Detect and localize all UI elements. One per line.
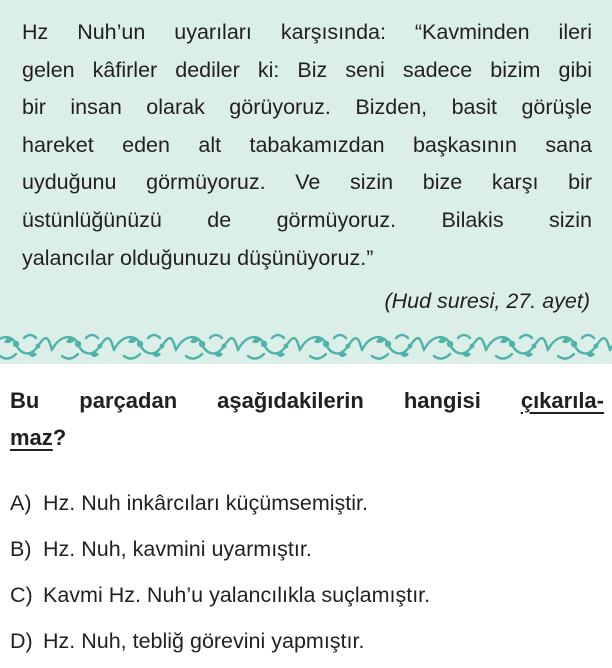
option-letter: C) bbox=[10, 583, 33, 607]
option-text: Hz. Nuh inkârcıları küçümsemiştir. bbox=[43, 491, 368, 515]
passage-citation: (Hud suresi, 27. ayet) bbox=[384, 289, 590, 313]
question-line-1 bbox=[10, 382, 604, 419]
passage-line: uyduğunu görmüyoruz. Ve sizin bize karşı bir bbox=[22, 170, 592, 195]
option-text: Hz. Nuh, tebliğ görevini yapmıştır. bbox=[43, 629, 365, 653]
passage-line: üstünlüğünüzü de görmüyoruz. Bilakis sizin bbox=[22, 207, 592, 232]
option-letter: B) bbox=[10, 537, 32, 561]
option-a[interactable] bbox=[10, 480, 600, 526]
option-c[interactable] bbox=[10, 572, 600, 618]
question-stem bbox=[10, 382, 604, 456]
option-b[interactable] bbox=[10, 526, 600, 572]
passage-line: gelen kâfirler dediler ki: Biz seni sadece bizim gibi bbox=[22, 57, 592, 82]
question-emphasis: maz bbox=[10, 425, 53, 450]
passage-line: hareket eden alt tabakamızdan başkasının sana bbox=[22, 132, 592, 157]
question-line-2 bbox=[10, 419, 604, 456]
passage-line: yalancılar olduğunuzu düşünüyoruz.” bbox=[22, 245, 374, 270]
option-text: Hz. Nuh, kavmini uyarmıştır. bbox=[43, 537, 312, 561]
question-text: Bu parçadan aşağıdakilerin hangisi bbox=[10, 388, 521, 413]
question-text: ? bbox=[52, 425, 67, 450]
question-emphasis: çıkarıla- bbox=[520, 388, 604, 413]
passage-line: bir insan olarak görüyoruz. Bizden, basit görüşle bbox=[22, 95, 592, 120]
option-letter: A) bbox=[10, 491, 32, 515]
decorative-ornament-border bbox=[0, 328, 612, 364]
answer-options bbox=[10, 480, 600, 664]
option-text: Kavmi Hz. Nuh’u yalancılıkla suçlamıştır. bbox=[43, 583, 431, 607]
passage-line: Hz Nuh’un uyarıları karşısında: “Kavminden ileri bbox=[22, 20, 592, 44]
option-letter: D) bbox=[10, 629, 33, 653]
option-d[interactable] bbox=[10, 618, 600, 664]
